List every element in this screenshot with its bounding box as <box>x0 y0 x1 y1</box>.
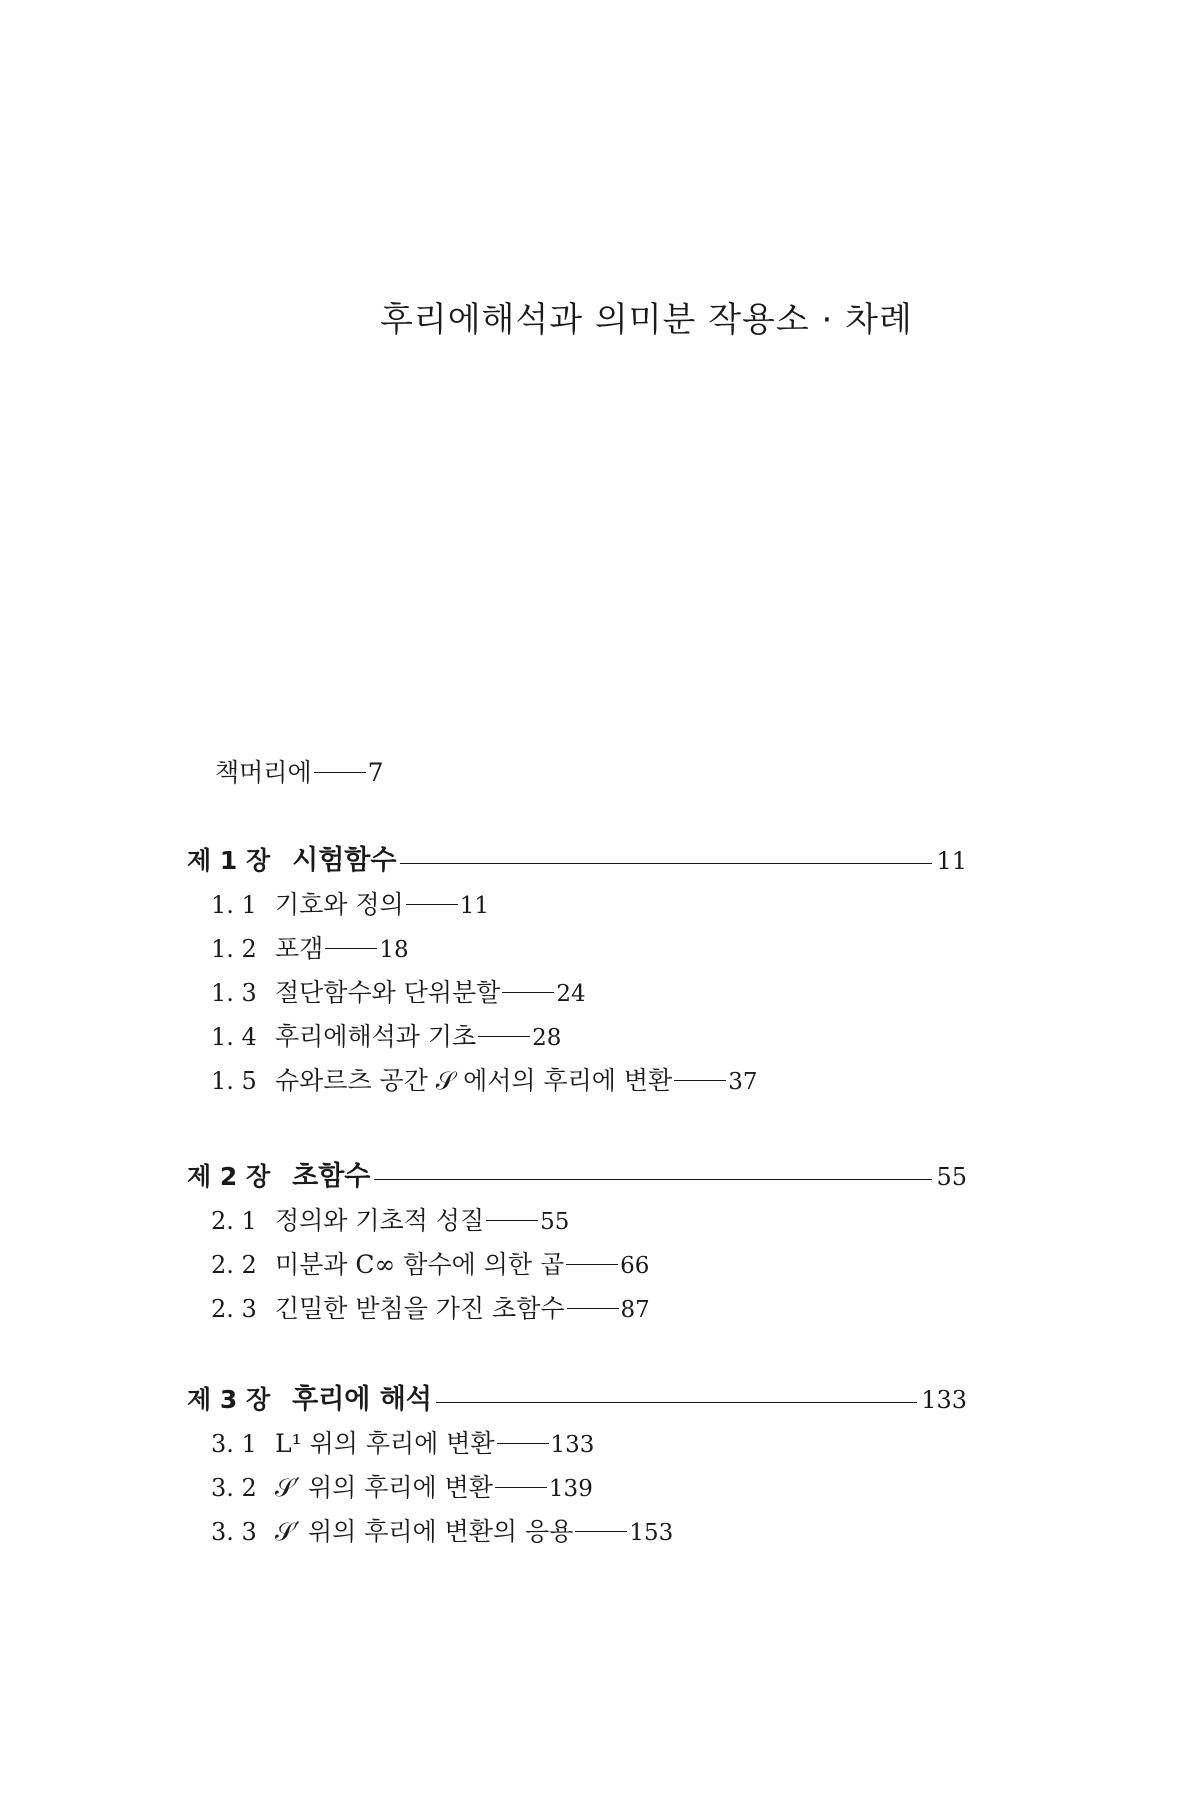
leader-dash <box>497 1443 549 1444</box>
chapter-label: 제 3 장 <box>187 1385 271 1414</box>
section-page: 18 <box>379 937 409 963</box>
chapter-1 <box>187 839 967 1103</box>
section-title: 정의와 기초적 성질 <box>275 1206 485 1235</box>
leader-dash <box>314 772 366 773</box>
section-entry <box>187 883 967 927</box>
leader-dash <box>502 992 554 993</box>
leader-line <box>400 863 932 864</box>
section-entry <box>187 1422 967 1466</box>
section-entry <box>187 1059 967 1103</box>
leader-line <box>436 1402 917 1403</box>
preface-title: 책머리에 <box>215 758 312 787</box>
section-number: 2. 2 <box>211 1251 257 1279</box>
chapter-title: 초함수 <box>292 1161 371 1192</box>
section-title: 미분과 C∞ 함수에 의한 곱 <box>275 1250 565 1279</box>
section-title: 긴밀한 받침을 가진 초함수 <box>275 1294 565 1323</box>
section-title: L¹ 위의 후리에 변환 <box>275 1429 495 1458</box>
leader-dash <box>406 904 458 905</box>
section-number: 1. 1 <box>211 891 257 919</box>
leader-dash <box>567 1308 619 1309</box>
section-entry <box>187 971 967 1015</box>
section-number: 1. 5 <box>211 1067 257 1095</box>
chapter-page: 11 <box>936 847 967 875</box>
chapter-page: 133 <box>921 1386 967 1414</box>
section-entry <box>187 1510 967 1554</box>
preface-page: 7 <box>367 758 384 787</box>
section-entry <box>187 1466 967 1510</box>
chapter-title: 후리에 해석 <box>292 1384 432 1415</box>
section-page: 24 <box>556 981 586 1007</box>
section-title: 포갬 <box>275 934 324 963</box>
leader-dash <box>566 1264 618 1265</box>
leader-dash <box>575 1531 627 1532</box>
section-title: 절단함수와 단위분할 <box>275 978 501 1007</box>
chapter-2 <box>187 1155 967 1331</box>
section-number: 2. 1 <box>211 1207 257 1235</box>
section-entry <box>187 1287 967 1331</box>
section-entry <box>187 927 967 971</box>
section-title: 𝒮′ 위의 후리에 변환의 응용 <box>275 1517 574 1546</box>
leader-dash <box>674 1080 726 1081</box>
section-page: 37 <box>728 1069 758 1095</box>
leader-dash <box>325 948 377 949</box>
section-title: 기호와 정의 <box>275 890 404 919</box>
toc-entry-preface <box>215 753 384 789</box>
section-number: 1. 2 <box>211 935 257 963</box>
section-number: 3. 2 <box>211 1474 257 1502</box>
section-title: 후리에해석과 기초 <box>275 1022 477 1051</box>
section-entry <box>187 1199 967 1243</box>
section-title: 𝒮′ 위의 후리에 변환 <box>275 1473 493 1502</box>
section-entry <box>187 1243 967 1287</box>
section-page: 87 <box>620 1297 650 1323</box>
section-title: 슈와르츠 공간 𝒮 에서의 후리에 변환 <box>275 1066 673 1095</box>
section-page: 133 <box>550 1432 595 1458</box>
section-page: 153 <box>629 1520 674 1546</box>
section-number: 3. 1 <box>211 1430 257 1458</box>
chapter-label: 제 2 장 <box>187 1162 271 1191</box>
section-number: 1. 4 <box>211 1023 257 1051</box>
leader-dash <box>478 1036 530 1037</box>
section-page: 11 <box>459 893 489 919</box>
chapter-title: 시험함수 <box>292 845 397 876</box>
chapter-page: 55 <box>936 1163 967 1191</box>
section-entry <box>187 1015 967 1059</box>
chapter-heading <box>187 1378 967 1422</box>
leader-dash <box>495 1487 547 1488</box>
section-page: 28 <box>532 1025 562 1051</box>
section-number: 3. 3 <box>211 1518 257 1546</box>
chapter-heading <box>187 839 967 883</box>
section-page: 139 <box>548 1476 593 1502</box>
leader-dash <box>486 1220 538 1221</box>
chapter-label: 제 1 장 <box>187 846 271 875</box>
section-page: 66 <box>620 1253 650 1279</box>
chapter-heading <box>187 1155 967 1199</box>
leader-line <box>374 1179 932 1180</box>
section-number: 2. 3 <box>211 1295 257 1323</box>
section-number: 1. 3 <box>211 979 257 1007</box>
section-page: 55 <box>540 1209 570 1235</box>
page-title: 후리에해석과 의미분 작용소 · 차례 <box>380 300 913 340</box>
chapter-3 <box>187 1378 967 1554</box>
